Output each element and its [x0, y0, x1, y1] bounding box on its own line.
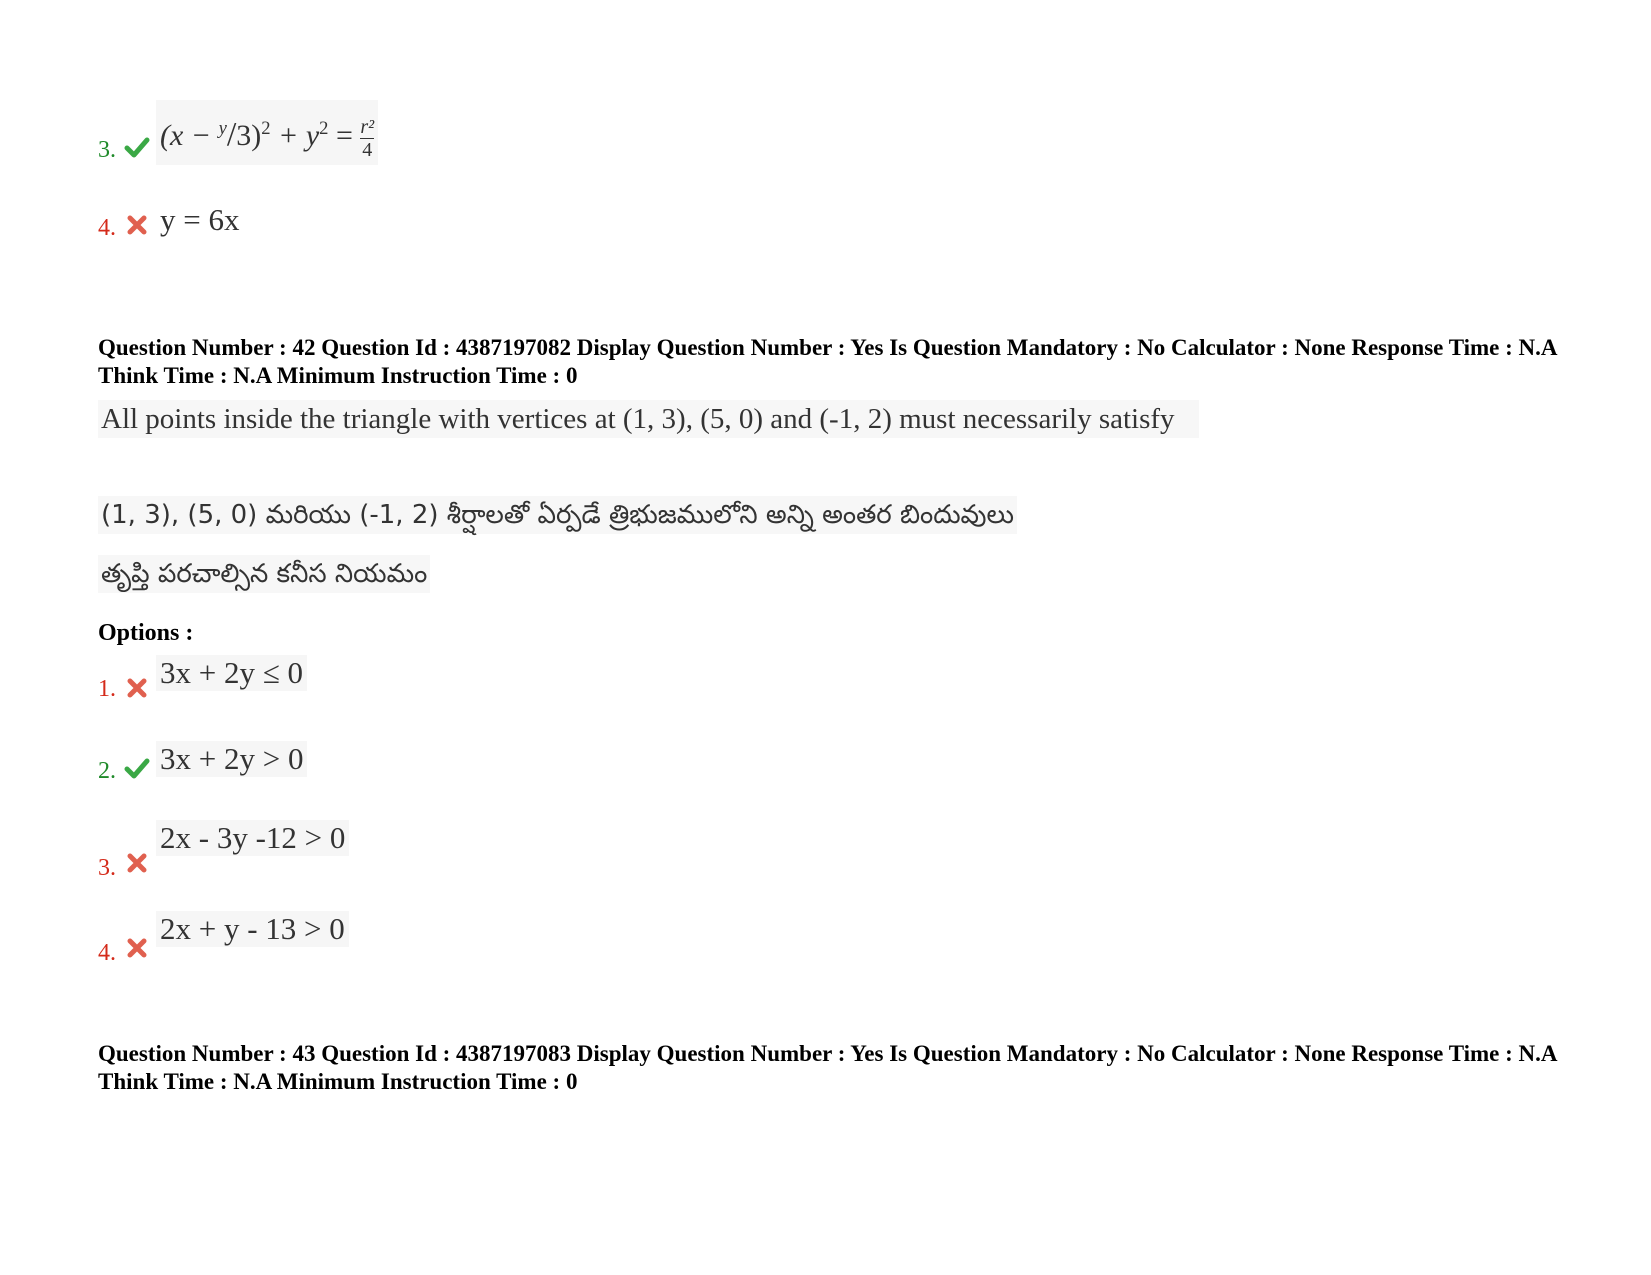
option-number: 1. — [98, 676, 116, 702]
question-42-header: Question Number : 42 Question Id : 4387197082 Display Question Number : Yes Is Question Mandatory : No Calculator : None Response Time : N.A Think Time : N.A Minimum Instruction Time : 0 — [98, 335, 1557, 388]
question-43-header: Question Number : 43 Question Id : 4387197083 Display Question Number : Yes Is Question Mandatory : No Calculator : None Response Time : N.A Think Time : N.A Minimum Instruction Time : 0 — [98, 1041, 1557, 1094]
option-expression: 2x + y - 13 > 0 — [156, 911, 349, 947]
option-expression: 3x + 2y ≤ 0 — [156, 655, 307, 691]
check-icon — [124, 134, 150, 160]
option-4 — [98, 911, 898, 965]
option-expression: y = 6x — [160, 202, 240, 237]
prev-option-4 — [98, 200, 898, 240]
cross-icon — [124, 850, 150, 876]
option-expression: 2x - 3y -12 > 0 — [156, 820, 349, 856]
options-label: Options : — [98, 620, 194, 646]
cross-icon — [124, 935, 150, 961]
cross-icon — [124, 212, 150, 238]
option-number: 2. — [98, 758, 116, 784]
option-number: 3. — [98, 137, 116, 163]
option-expression: 3x + 2y > 0 — [156, 741, 307, 777]
option-1 — [98, 655, 898, 701]
check-icon — [124, 755, 150, 781]
prev-option-3 — [98, 100, 898, 162]
question-42-text-english: All points inside the triangle with vertices at (1, 3), (5, 0) and (-1, 2) must necessarily satisfy — [98, 400, 1199, 438]
cross-icon — [124, 675, 150, 701]
question-42-text-telugu-line2: తృప్తి పరచాల్సిన కనీస నియమం — [98, 555, 430, 593]
option-2 — [98, 741, 898, 783]
option-number: 4. — [98, 215, 116, 241]
option-number: 3. — [98, 855, 116, 881]
option-number: 4. — [98, 940, 116, 966]
question-42-text-telugu-line1: (1, 3), (5, 0) మరియు (-1, 2) శీర్షాలతో ఏర్పడే త్రిభుజములోని అన్ని అంతర బిందువులు — [98, 496, 1017, 534]
option-expression: $(x - ^y/3)^2 + y^2$ = $\frac{\text{r²}}{4}$ — [156, 100, 378, 165]
option-3 — [98, 820, 898, 880]
